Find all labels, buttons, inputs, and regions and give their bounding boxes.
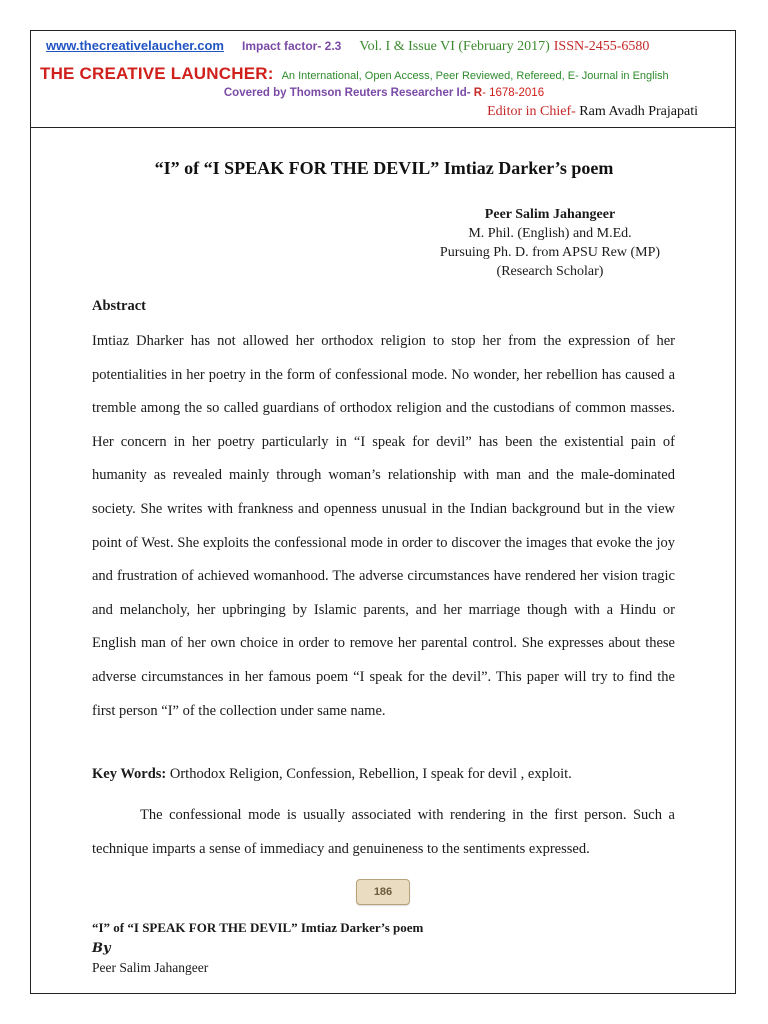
researcher-id-letter: R [473,87,483,99]
covered-text: Covered by Thomson Reuters Researcher Id- [223,87,471,99]
editor-name: Ram Avadh Prajapati [579,104,698,119]
keywords-list: Orthodox Religion, Confession, Rebellion, I speak for devil , exploit. [169,766,572,782]
body-paragraph: The confessional mode is usually associated with rendering in the first person. Such a technique imparts a sense of immediacy and genuineness to the sentiments expressed. [92,807,675,857]
website-link[interactable]: www.thecreativelaucher.com [46,38,224,53]
thomson-reuters-line [0,87,768,99]
keywords-label: Key Words: [92,766,167,782]
abstract-heading: Abstract [92,298,146,314]
page-number-badge: 186 [356,879,410,905]
keywords-line [92,766,675,783]
author-role: (Research Scholar) [496,264,604,279]
journal-name: THE CREATIVE LAUNCHER: [40,64,274,83]
editor-line [487,104,698,120]
header-divider [30,127,736,128]
article-title: “I” of “I SPEAK FOR THE DEVIL” Imtiaz Darker’s poem [154,158,614,178]
journal-brand-row [40,64,730,86]
footer-title: “I” of “I SPEAK FOR THE DEVIL” Imtiaz Darker’s poem [92,920,424,935]
issn: ISSN-2455-6580 [553,39,650,54]
author-pursuing: Pursuing Ph. D. from APSU Rew (MP) [439,245,661,260]
journal-header-top [46,38,726,58]
editor-label: Editor in Chief- [487,104,576,119]
footer-by: By [92,941,111,956]
author-block [390,205,710,281]
journal-tagline: An International, Open Access, Peer Reviewed, Refereed, E- Journal in English [281,70,669,82]
volume-issue: Vol. I & Issue VI (February 2017) [359,39,550,54]
author-name: Peer Salim Jahangeer [484,207,616,222]
researcher-id-number: - 1678-2016 [482,87,545,99]
footer-author: Peer Salim Jahangeer [92,960,209,975]
abstract-text: Imtiaz Dharker has not allowed her orthodox religion to stop her from the expression of her potentialities in her poetry in the form of confessional mode. No wonder, her rebellion has caused a tremble among the so called guardians of orthodox religion and the custodians of common masses. Her concern in her poetry particularly in “I speak for devil” has been the existential pain of humanity as revealed mainly through woman’s relationship with man and the male-dominated society. She writes with frankness and openness unusual in the Indian background but in the view point of West. She exploits the confessional mode in order to discover the images that evoke the joy and frustration of achieved womanhood. The adverse circumstances have rendered her vision tragic and melancholy, her upbringing by Islamic parents, and her marriage though with a Hindu or English man of her own choice in order to remove her parental control. She expresses about these adverse circumstances in her famous poem “I speak for the devil”. This paper will try to find the first person “I” of the collection under same name. [92,333,675,719]
impact-factor: Impact factor- 2.3 [241,39,342,53]
author-qualification: M. Phil. (English) and M.Ed. [468,226,632,241]
